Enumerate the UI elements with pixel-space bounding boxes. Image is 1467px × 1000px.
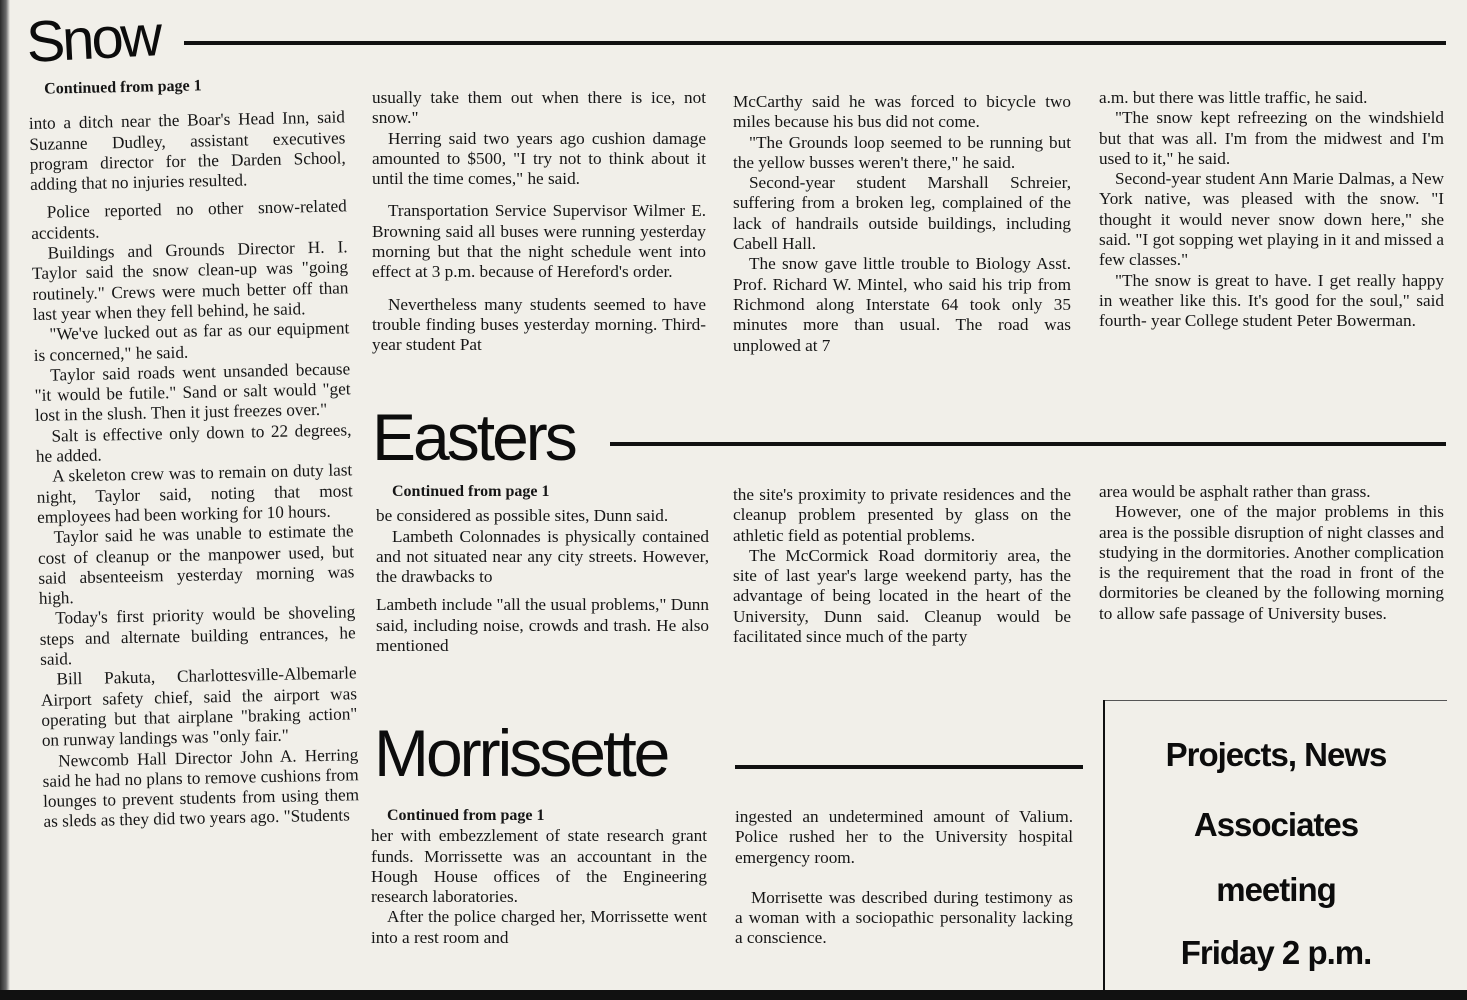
paragraph: area would be asphalt rather than grass. bbox=[1099, 482, 1371, 501]
paragraph: Bill Pakuta, Charlottesville-Albemarle Airport safety chief, said the airport was operating but that airplane "braking action" on runway landings was "only fair." bbox=[40, 663, 358, 751]
paragraph: the site's proximity to private residences and the cleanup problem presented by glass on the athletic field as potential problems. bbox=[733, 485, 1071, 545]
paragraph: Taylor said he was unable to estimate the cost of cleanup or the manpower used, but said absenteeism yesterday morning was high. bbox=[37, 521, 355, 609]
paragraph: After the police charged her, Morrissette went into a rest room and bbox=[371, 907, 707, 947]
morrissette-column-1 bbox=[371, 806, 707, 948]
notice-box-top-rule bbox=[1105, 700, 1447, 701]
page-bottom-border bbox=[0, 990, 1467, 1000]
paragraph: Morrisette was described during testimony as a woman with a sociopathic personality lacking a conscience. bbox=[735, 887, 1073, 948]
easters-headline-rule bbox=[610, 442, 1446, 446]
paragraph: Today's first priority would be shoveling steps and alternate building entrances, he said. bbox=[39, 602, 356, 669]
paragraph: Salt is effective only down to 22 degrees, he added. bbox=[35, 420, 352, 466]
notice-line-4: Friday 2 p.m. bbox=[1180, 934, 1372, 971]
easters-column-1 bbox=[376, 482, 709, 656]
paragraph: "The snow kept refreezing on the windshield but that was all. I'm from the midwest and I'm used to it," he said. bbox=[1099, 108, 1444, 168]
paragraph: A skeleton crew was to remain on duty last night, Taylor said, noting that most employees had been working for 10 hours. bbox=[36, 460, 353, 527]
snow-column-2 bbox=[372, 88, 706, 356]
paragraph: "The snow is great to have. I get really happy in weather like this. It's good for the soul," said fourth- year College student Peter Bowerman. bbox=[1099, 270, 1444, 331]
paragraph: Lambeth Colonnades is physically contained and not situated near any city streets. However, the drawbacks to bbox=[376, 526, 709, 587]
paragraph: Newcomb Hall Director John A. Herring said he had no plans to remove cushions from lounges to prevent students from using them as sleds as they did two years ago. "Students bbox=[42, 744, 360, 832]
snow-column-4 bbox=[1099, 88, 1444, 332]
notice-line-2: Associates bbox=[1193, 806, 1359, 843]
snow-column-1 bbox=[28, 73, 360, 832]
snow-headline-rule bbox=[184, 41, 1446, 45]
paragraph: Second-year student Marshall Schreier, suffering from a broken leg, complained of the lack of handrails outside buildings, including Cabell Hall. bbox=[733, 173, 1071, 254]
notice-line-3: meeting bbox=[1216, 871, 1336, 908]
snow-headline: Snow bbox=[24, 3, 162, 75]
morrissette-headline: Morrissette bbox=[374, 716, 668, 790]
paragraph: Lambeth include "all the usual problems," Dunn said, including noise, crowds and trash. He also mentioned bbox=[376, 595, 709, 656]
paragraph: her with embezzlement of state research grant funds. Morrissette was an accountant in the Hough House offices of the Engineering research laboratories. bbox=[371, 826, 707, 907]
morrissette-continued-label: Continued from page 1 bbox=[387, 807, 545, 824]
paragraph: The McCormick Road dormitoriy area, the site of last year's large weekend party, has the advantage of being located in the heart of the University, Dunn said. Cleanup would be facilitated since much of the party bbox=[733, 545, 1071, 647]
paragraph: "We've lucked out as far as our equipment is concerned," he said. bbox=[33, 318, 350, 365]
paragraph: a.m. but there was little traffic, he said. bbox=[1099, 88, 1368, 107]
paragraph: McCarthy said he was forced to bicycle two miles because his bus did not come. bbox=[733, 92, 1071, 132]
morrissette-column-2 bbox=[735, 807, 1073, 949]
paragraph: Herring said two years ago cushion damage amounted to $500, "I try not to think about it until the time comes," he said. bbox=[372, 128, 706, 189]
paragraph: Buildings and Grounds Director H. I. Taylor said the snow clean-up was "going routinely." Crews were much better off than last year when they fell behind, he said. bbox=[31, 237, 349, 324]
paragraph: Transportation Service Supervisor Wilmer E. Browning said all buses were running yesterday morning but that the night schedule went into effect at 3 p.m. because of Hereford's order. bbox=[372, 201, 706, 282]
paragraph: into a ditch near the Boar's Head Inn, said Suzanne Dudley, assistant executives program director for the Darden School, adding that no injuries resulted. bbox=[28, 107, 346, 195]
easters-headline: Easters bbox=[372, 400, 575, 474]
paragraph: Nevertheless many students seemed to have trouble finding buses yesterday morning. Third-year student Pat bbox=[372, 294, 706, 355]
page-binding-edge bbox=[0, 0, 10, 1000]
easters-continued-label: Continued from page 1 bbox=[392, 483, 550, 500]
paragraph: Second-year student Ann Marie Dalmas, a New York native, was pleased with the snow. "I thought it would never snow down here," she said. "I got sopping wet playing in it and missed a few classes." bbox=[1099, 169, 1444, 270]
snow-continued-label: Continued from page 1 bbox=[44, 77, 202, 98]
paragraph: ingested an undetermined amount of Valium. Police rushed her to the University hospital emergency room. bbox=[735, 807, 1073, 867]
notice-line-1: Projects, News bbox=[1165, 736, 1387, 773]
paragraph: Taylor said roads went unsanded because "it would be futile." Sand or salt would "get lost in the slush. Then it just freezes over." bbox=[34, 359, 351, 426]
paragraph: However, one of the major problems in this area is the possible disruption of night classes and studying in the dormitories. Another complication is the requirement that the road in front of the dormitories be cleaned by the following morning to allow safe passage of University buses. bbox=[1099, 502, 1444, 623]
morrissette-headline-rule bbox=[735, 765, 1083, 769]
easters-column-2 bbox=[733, 485, 1071, 647]
easters-column-3 bbox=[1099, 482, 1444, 624]
paragraph: be considered as possible sites, Dunn said. bbox=[376, 506, 669, 526]
paragraph: usually take them out when there is ice, not snow." bbox=[372, 88, 706, 128]
paragraph: The snow gave little trouble to Biology Asst. Prof. Richard W. Mintel, who said his trip from Richmond along Interstate 64 took only 35 minutes more than usual. The road was unplowed at 7 bbox=[733, 254, 1071, 355]
paragraph: Police reported no other snow-related accidents. bbox=[31, 196, 347, 243]
snow-column-3 bbox=[733, 92, 1071, 356]
paragraph: "The Grounds loop seemed to be running but the yellow busses weren't there," he said. bbox=[733, 132, 1071, 172]
